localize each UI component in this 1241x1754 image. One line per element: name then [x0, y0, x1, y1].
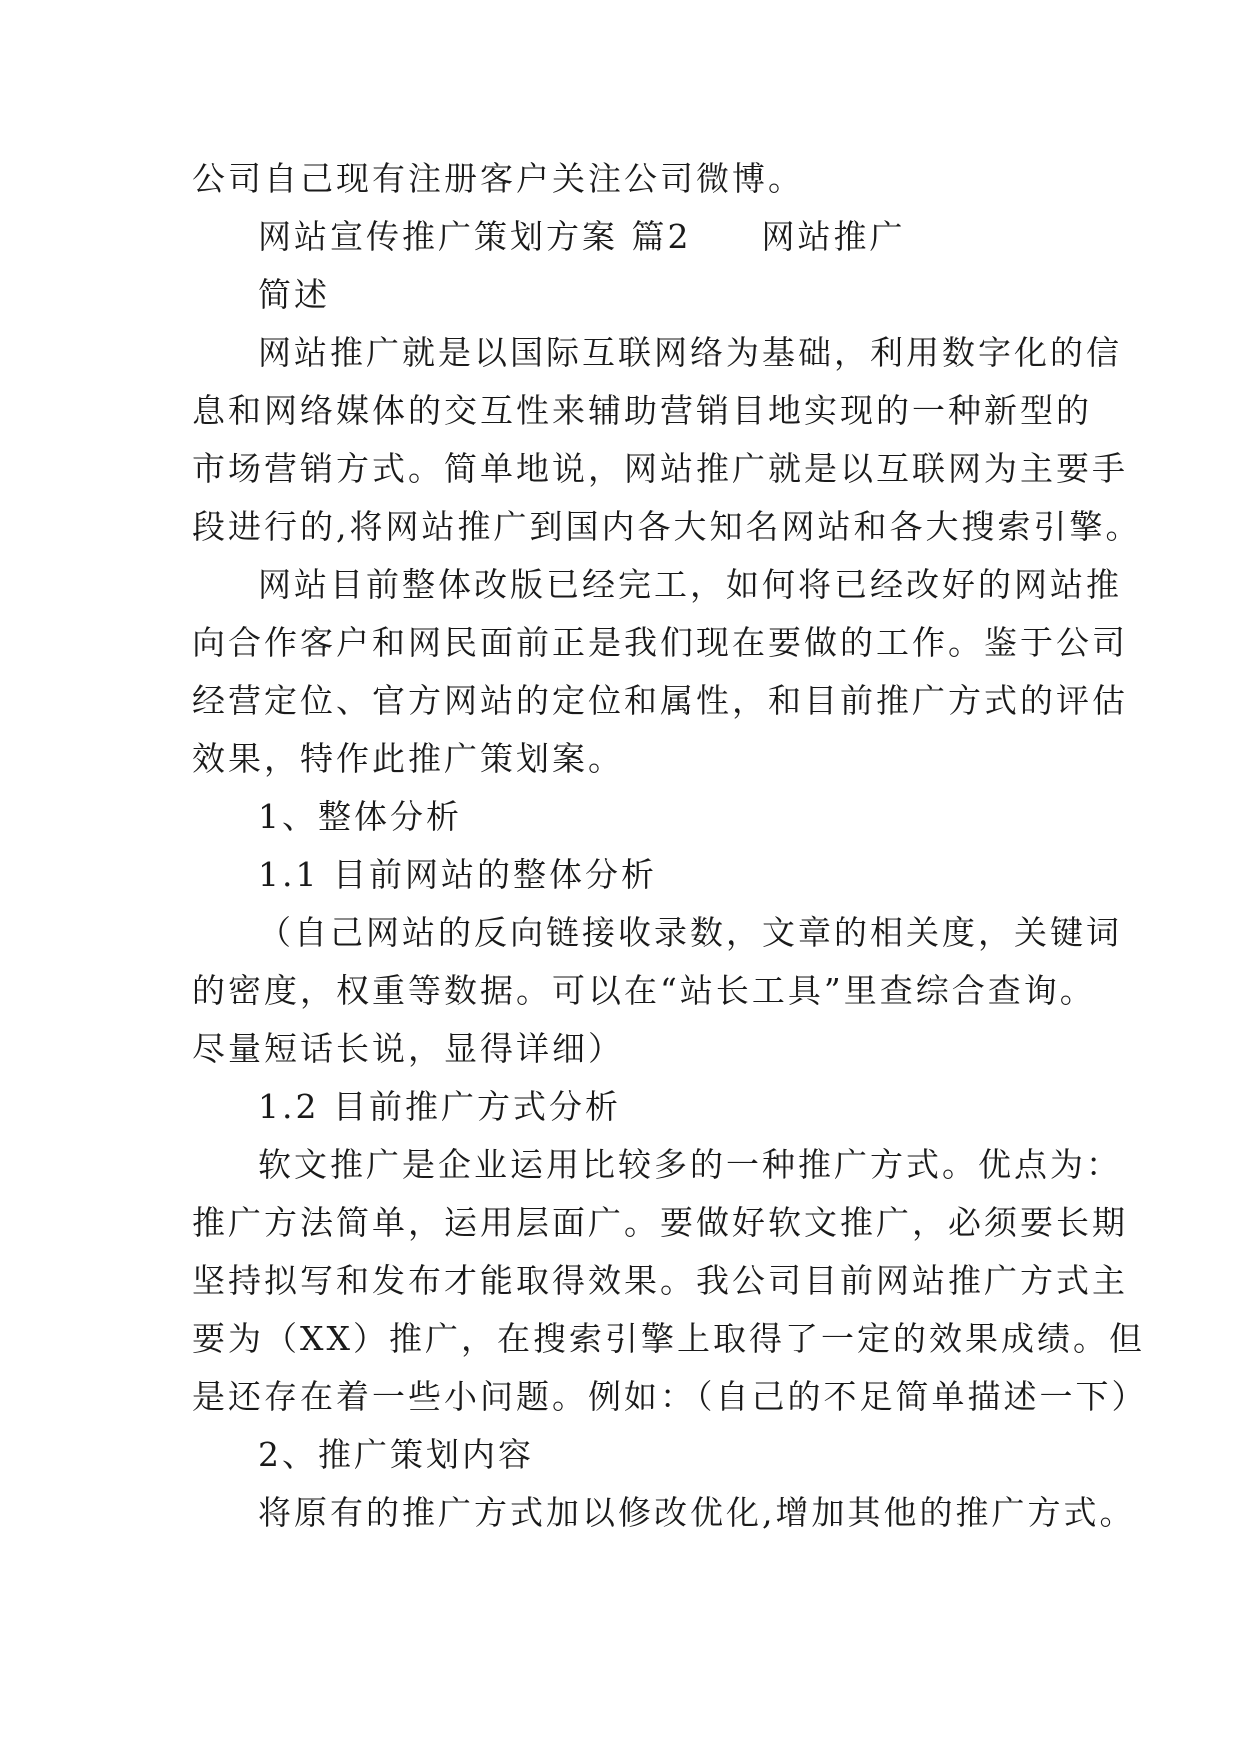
- paragraph-line: 向合作客户和网民面前正是我们现在要做的工作。鉴于公司: [192, 623, 1128, 662]
- paragraph-line: 是还存在着一些小问题。例如：（自己的不足简单描述一下）: [192, 1377, 1148, 1416]
- paragraph-line: （自己网站的反向链接收录数，文章的相关度，关键词: [258, 913, 1122, 952]
- paragraph-line: 息和网络媒体的交互性来辅助营销目地实现的一种新型的: [192, 391, 1092, 430]
- document-page: [192, 150, 1148, 1542]
- paragraph-line: 要为（XX）推广，在搜索引擎上取得了一定的效果成绩。但: [192, 1319, 1145, 1358]
- article-title: 网站宣传推广策划方案 篇2: [258, 217, 692, 256]
- subsection-heading: 简述: [258, 275, 330, 314]
- section-heading: [192, 208, 1052, 266]
- paragraph-line: 网站目前整体改版已经完工，如何将已经改好的网站推: [258, 565, 1122, 604]
- paragraph-line: 尽量短话长说，显得详细）: [192, 1029, 624, 1068]
- paragraph-line: 推广方法简单，运用层面广。要做好软文推广，必须要长期: [192, 1203, 1128, 1242]
- paragraph-line: 市场营销方式。简单地说，网站推广就是以互联网为主要手: [192, 449, 1128, 488]
- paragraph-line: 的密度，权重等数据。可以在“站长工具”里查综合查询。: [192, 971, 1096, 1010]
- paragraph-line: 网站推广就是以国际互联网络为基础，利用数字化的信: [258, 333, 1122, 372]
- paragraph-line: 将原有的推广方式加以修改优化,增加其他的推广方式。: [258, 1493, 1136, 1532]
- paragraph-line: 段进行的,将网站推广到国内各大知名网站和各大搜索引擎。: [192, 507, 1142, 546]
- paragraph-line: 坚持拟写和发布才能取得效果。我公司目前网站推广方式主: [192, 1261, 1128, 1300]
- subsection-heading: 1、整体分析: [258, 797, 462, 836]
- subsection-heading: 2、推广策划内容: [258, 1435, 534, 1474]
- subsection-heading: 1.1 目前网站的整体分析: [258, 855, 657, 894]
- subsection-heading: 1.2 目前推广方式分析: [258, 1087, 621, 1126]
- paragraph-line: 效果，特作此推广策划案。: [192, 739, 624, 778]
- paragraph-line: 软文推广是企业运用比较多的一种推广方式。优点为：: [258, 1145, 1122, 1184]
- paragraph-line: 公司自己现有注册客户关注公司微博。: [192, 159, 804, 198]
- section-title: 网站推广: [761, 217, 906, 256]
- paragraph-line: 经营定位、官方网站的定位和属性，和目前推广方式的评估: [192, 681, 1128, 720]
